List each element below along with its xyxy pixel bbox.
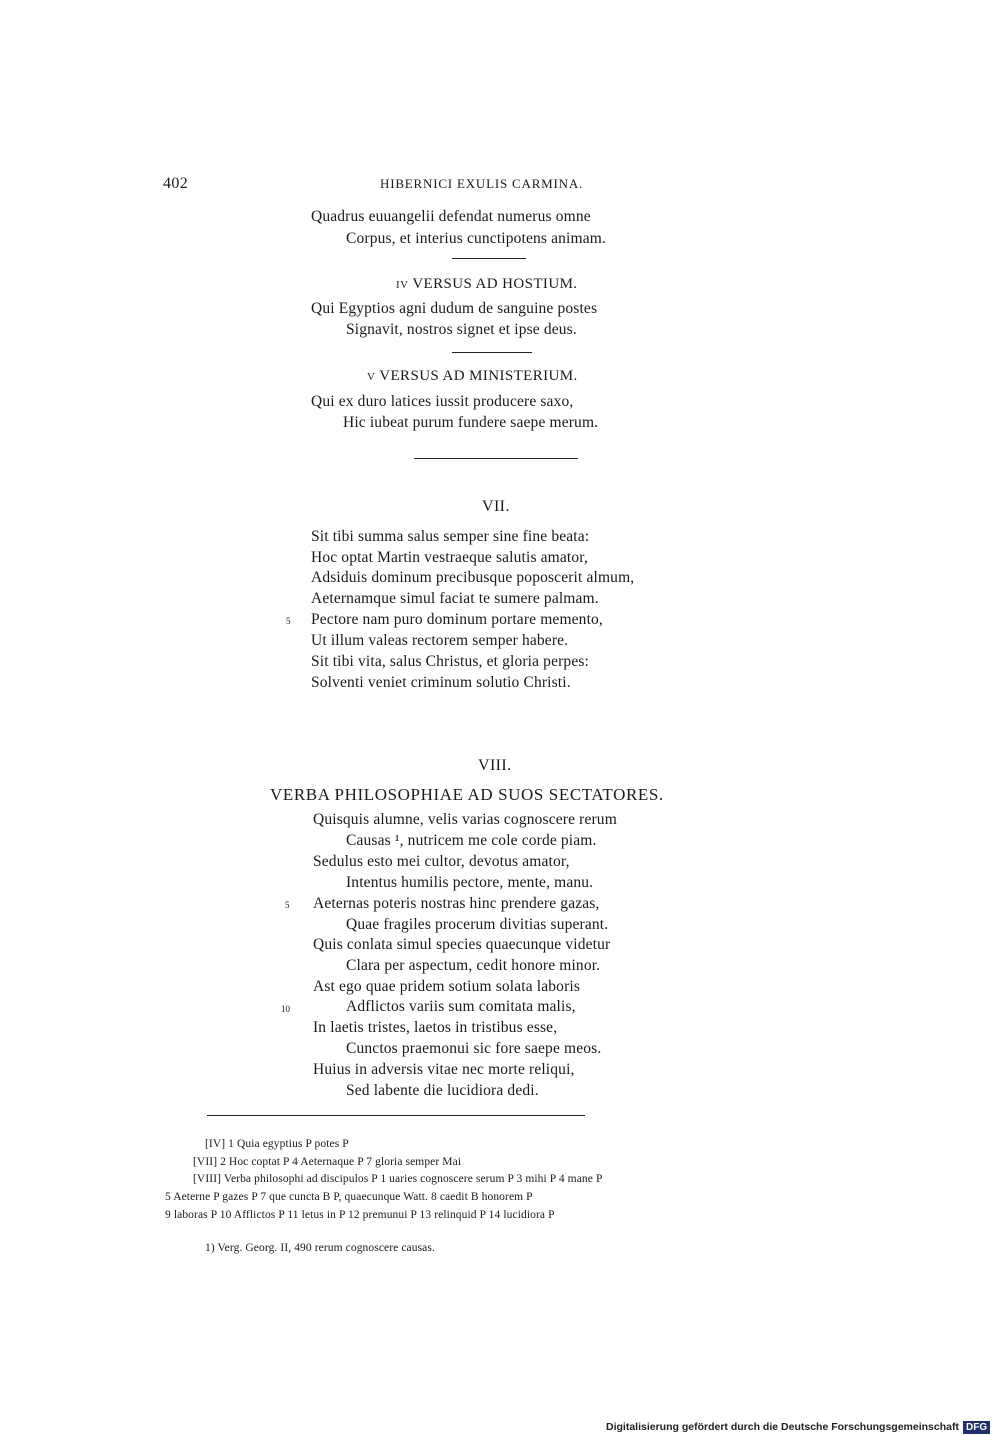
verse-line: Adflictos variis sum comitata malis, bbox=[346, 998, 576, 1015]
apparatus-line: [IV] 1 Quia egyptius P potes P bbox=[205, 1138, 349, 1150]
verse-line: Aeternas poteris nostras hinc prendere gazas, bbox=[313, 895, 600, 912]
verse-line: Clara per aspectum, cedit honore minor. bbox=[346, 957, 601, 974]
verse-line: Hic iubeat purum fundere saepe merum. bbox=[343, 414, 599, 431]
verse-line: Corpus, et interius cunctipotens animam. bbox=[346, 230, 606, 247]
credit-text: Digitalisierung gefördert durch die Deutsche Forschungsgemeinschaft bbox=[606, 1421, 959, 1433]
poem-number: VII. bbox=[482, 498, 510, 515]
section-divider bbox=[452, 258, 526, 259]
verse-line: Cunctos praemonui sic fore saepe meos. bbox=[346, 1040, 602, 1057]
poem-title: VERBA PHILOSOPHIAE AD SUOS SECTATORES. bbox=[270, 785, 664, 804]
apparatus-line: [VII] 2 Hoc coptat P 4 Aeternaque P 7 gloria semper Mai bbox=[193, 1156, 462, 1168]
poem-separator bbox=[414, 458, 578, 459]
verse-line: Hoc optat Martin vestraeque salutis amator, bbox=[311, 549, 588, 566]
verse-line: Adsiduis dominum precibusque poposcerit almum, bbox=[311, 569, 635, 586]
verse-line: Sedulus esto mei cultor, devotus amator, bbox=[313, 853, 570, 870]
verse-line: Signavit, nostros signet et ipse deus. bbox=[346, 321, 577, 338]
poem-number: VIII. bbox=[478, 757, 512, 774]
verse-line: Sit tibi summa salus semper sine fine beata: bbox=[311, 528, 590, 545]
section-numeral: V bbox=[367, 371, 376, 383]
verse-line: Ast ego quae pridem sotium solata laboris bbox=[313, 978, 581, 995]
verse-line: Sed labente die lucidiora dedi. bbox=[346, 1082, 539, 1099]
dfg-logo: DFG bbox=[963, 1421, 990, 1434]
apparatus-line: 9 laboras P 10 Afflictos P 11 letus in P 12 premunui P 13 relinquid P 14 lucidiora P bbox=[165, 1209, 555, 1221]
verse-line: Pectore nam puro dominum portare memento, bbox=[311, 611, 603, 628]
section-title: VERSUS AD HOSTIUM. bbox=[412, 276, 578, 292]
verse-line: Huius in adversis vitae nec morte reliqui, bbox=[313, 1061, 575, 1078]
section-title: VERSUS AD MINISTERIUM. bbox=[379, 368, 578, 384]
verse-line: Causas ¹, nutricem me cole corde piam. bbox=[346, 832, 597, 849]
digitization-credit bbox=[606, 1417, 990, 1435]
line-number: 5 bbox=[285, 900, 290, 910]
verse-line: Intentus humilis pectore, mente, manu. bbox=[346, 874, 594, 891]
verse-line: Quadrus euuangelii defendat numerus omne bbox=[311, 208, 591, 225]
verse-line: Solventi veniet criminum solutio Christi. bbox=[311, 674, 571, 691]
section-divider bbox=[452, 352, 532, 353]
verse-line: Qui ex duro latices iussit producere saxo, bbox=[311, 393, 574, 410]
verse-line: Sit tibi vita, salus Christus, et gloria perpes: bbox=[311, 653, 589, 670]
section-numeral: IV bbox=[396, 279, 409, 291]
section-heading-v bbox=[367, 368, 578, 385]
apparatus-line: [VIII] Verba philosophi ad discipulos P 1 uaries cognoscere serum P 3 mihi P 4 mane P bbox=[193, 1173, 603, 1185]
section-heading-iv bbox=[396, 276, 577, 293]
verse-line: Quae fragiles procerum divitias superant. bbox=[346, 916, 609, 933]
page-number: 402 bbox=[163, 175, 189, 192]
footnote-separator bbox=[207, 1115, 585, 1116]
running-title: HIBERNICI EXULIS CARMINA. bbox=[380, 176, 584, 191]
verse-line: Qui Egyptios agni dudum de sanguine postes bbox=[311, 300, 598, 317]
footnote: 1) Verg. Georg. II, 490 rerum cognoscere causas. bbox=[205, 1242, 435, 1254]
verse-line: Quisquis alumne, velis varias cognoscere rerum bbox=[313, 811, 617, 828]
verse-line: In laetis tristes, laetos in tristibus esse, bbox=[313, 1019, 558, 1036]
verse-line: Quis conlata simul species quaecunque videtur bbox=[313, 936, 611, 953]
verse-line: Ut illum valeas rectorem semper habere. bbox=[311, 632, 569, 649]
apparatus-line: 5 Aeterne P gazes P 7 que cuncta B P, quaecunque Watt. 8 caedit B honorem P bbox=[165, 1191, 533, 1203]
line-number: 5 bbox=[286, 616, 291, 626]
verse-line: Aeternamque simul faciat te sumere palmam. bbox=[311, 590, 599, 607]
line-number: 10 bbox=[281, 1004, 290, 1014]
